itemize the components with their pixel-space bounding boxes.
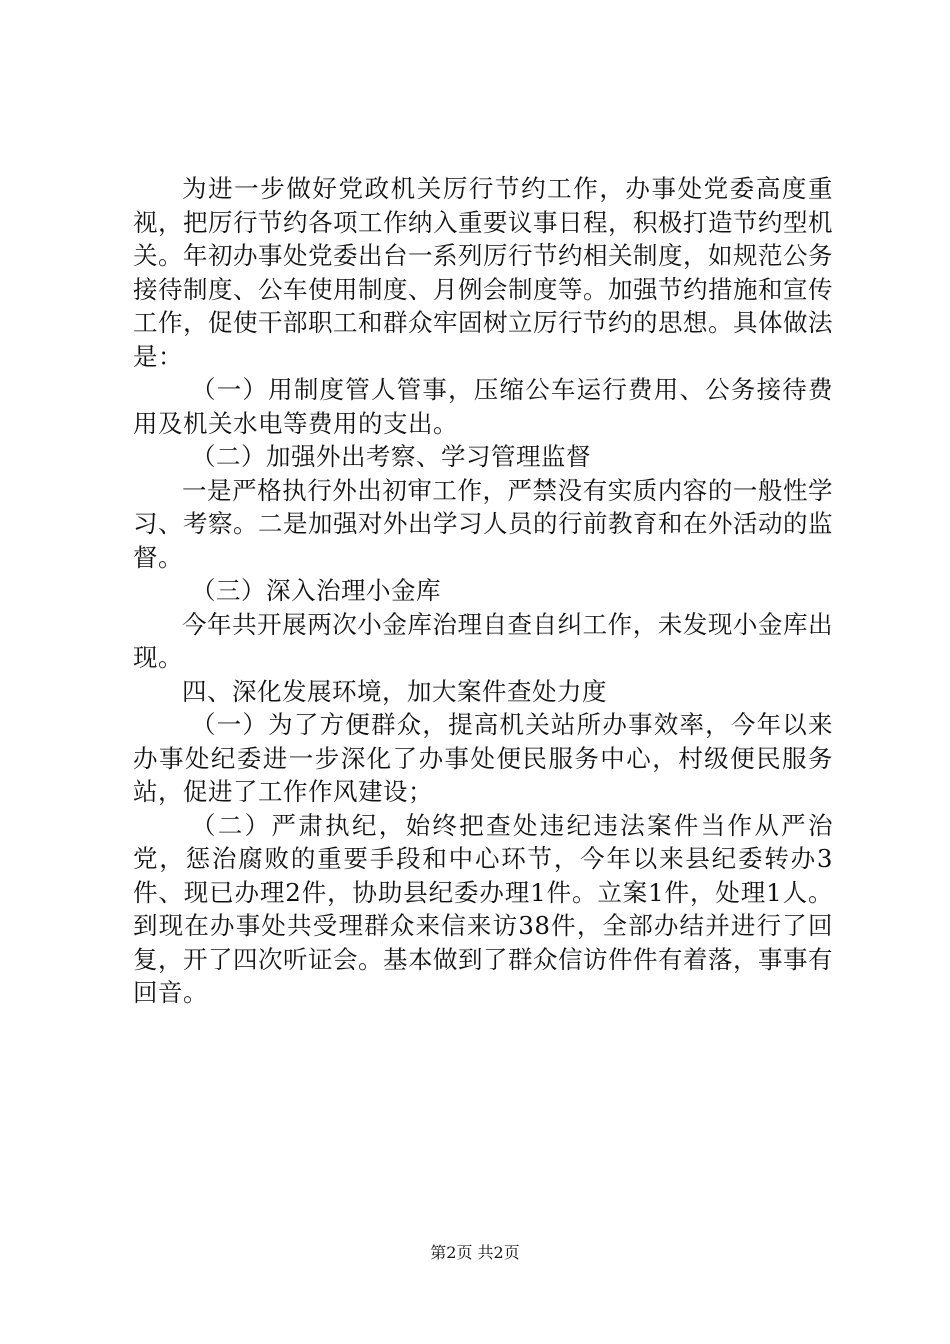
page-footer: 第2页 共2页 (430, 1243, 520, 1262)
paragraph-item-3-heading: （三）深入治理小金库 (191, 576, 441, 605)
paragraph-item-1: （一）用制度管人管事，压缩公车运行费用、公务接待费用及机关水电等费用的支出。 (133, 375, 833, 438)
section-heading-4: 四、深化发展环境，加大案件查处力度 (182, 676, 607, 706)
document-body (133, 172, 833, 1010)
paragraph-item-3-body: 今年共开展两次小金库治理自查自纠工作，未发现小金库出现。 (133, 609, 833, 672)
paragraph-section-4-item-2: （二）严肃执纪，始终把查处违纪违法案件当作从严治党，惩治腐败的重要手段和中心环节，今年以来县纪委转办3件、现已办理2件，协助县纪委办理1件。立案1件，处理1人。到现在办事处共受理群众来信来访38件，全部办结并进行了回复，开了四次听证会。基本做到了群众信访件件有着落，事事有回音。 (133, 810, 833, 1007)
paragraph-intro: 为进一步做好党政机关厉行节约工作，办事处党委高度重视，把厉行节约各项工作纳入重要议事日程，积极打造节约型机关。年初办事处党委出台一系列厉行节约相关制度，如规范公务接待制度、公车使用制度、月例会制度等。加强节约措施和宣传工作，促使干部职工和群众牢固树立厉行节约的思想。具体做法是： (133, 174, 833, 371)
paragraph-item-2-heading: （二）加强外出考察、学习管理监督 (191, 442, 591, 471)
paragraph-section-4-item-1: （一）为了方便群众，提高机关站所办事效率，今年以来办事处纪委进一步深化了办事处便民服务中心，村级便民服务站，促进了工作作风建设； (133, 710, 833, 806)
paragraph-item-2-body: 一是严格执行外出初审工作，严禁没有实质内容的一般性学习、考察。二是加强对外出学习人员的行前教育和在外活动的监督。 (133, 475, 833, 572)
